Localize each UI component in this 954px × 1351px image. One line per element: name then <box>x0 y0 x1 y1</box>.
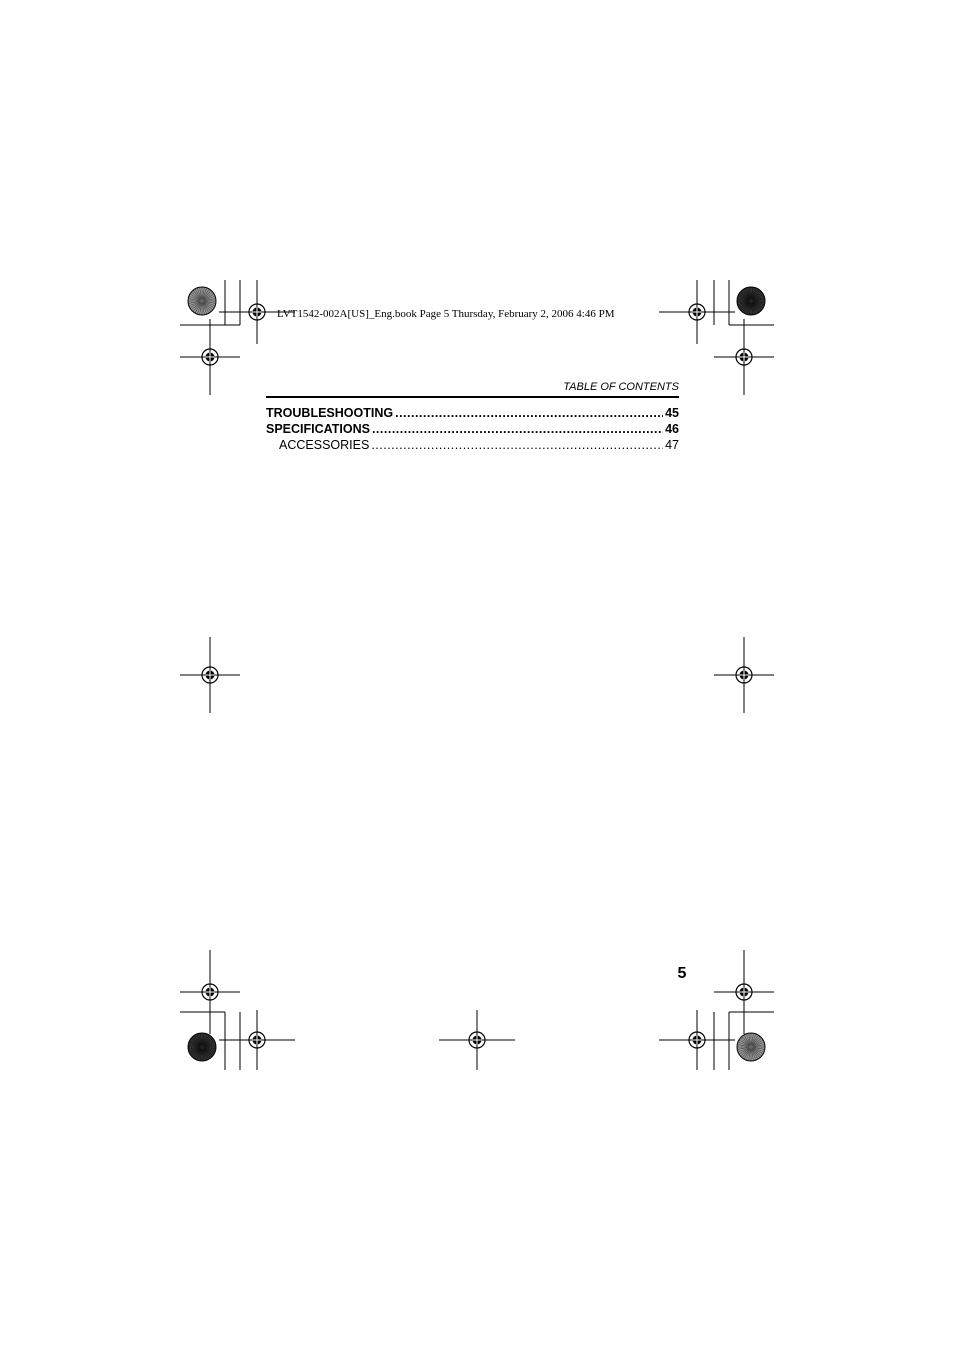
registration-mark-icon <box>714 319 774 395</box>
star-target-icon <box>737 1033 765 1061</box>
registration-mark-icon <box>219 1010 295 1070</box>
registration-mark-icon <box>714 637 774 713</box>
toc-entry-title: SPECIFICATIONS <box>266 422 370 436</box>
registration-mark-icon <box>659 1010 735 1070</box>
registration-mark-icon <box>180 319 240 395</box>
toc-entry-title: TROUBLESHOOTING <box>266 406 394 420</box>
toc-entry-accessories[interactable] <box>266 437 679 453</box>
dot-leader <box>371 437 663 453</box>
table-of-contents <box>266 405 679 453</box>
toc-entry-troubleshooting[interactable] <box>266 405 679 421</box>
dot-leader <box>372 421 663 437</box>
registration-mark-icon <box>180 950 240 1034</box>
star-target-icon <box>737 287 765 315</box>
star-target-icon <box>188 1033 216 1061</box>
dot-leader <box>395 405 663 421</box>
slug-line: LVT1542-002A[US]_Eng.book Page 5 Thursday, February 2, 2006 4:46 PM <box>277 308 615 320</box>
toc-entry-page: 47 <box>665 438 679 452</box>
registration-mark-icon <box>659 280 735 344</box>
page-number: 5 <box>677 965 687 982</box>
toc-entry-specifications[interactable] <box>266 421 679 437</box>
registration-mark-icon <box>180 637 240 713</box>
toc-entry-page: 45 <box>665 406 679 420</box>
registration-mark-icon <box>714 950 774 1034</box>
registration-mark-icon <box>439 1010 515 1070</box>
star-target-icon <box>188 287 216 315</box>
header-rule <box>266 396 679 398</box>
toc-entry-page: 46 <box>665 422 679 436</box>
toc-entry-title: ACCESSORIES <box>279 438 370 452</box>
running-head: TABLE OF CONTENTS <box>563 381 679 393</box>
